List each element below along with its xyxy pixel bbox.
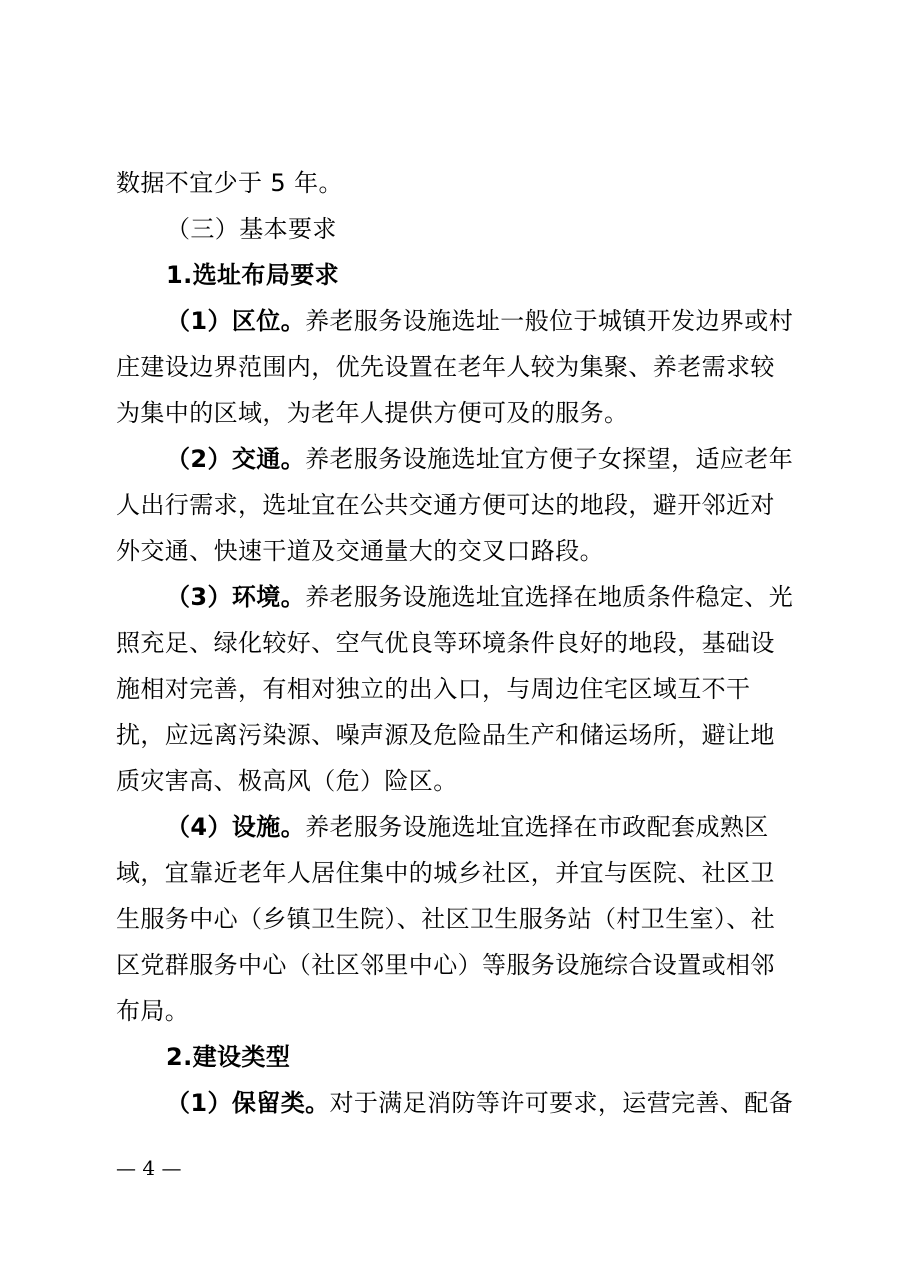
text-segment: 人出行需求，选址宜在公共交通方便可达的地段，避开邻近对 bbox=[116, 491, 775, 519]
text-segment: 养老服务设施选址宜选择在地质条件稳定、光 bbox=[305, 583, 794, 611]
text-segment: 养老服务设施选址宜选择在市政配套成熟区 bbox=[305, 813, 769, 841]
paragraph-line bbox=[166, 812, 769, 842]
paragraph-line bbox=[166, 444, 793, 474]
text-segment: 施相对完善，有相对独立的出入口，与周边住宅区域互不干 bbox=[116, 675, 751, 703]
text-segment: 生服务中心（乡镇卫生院）、社区卫生服务站（村卫生室）、社 bbox=[116, 905, 776, 933]
text-segment: 照充足、绿化较好、空气优良等环境条件良好的地段，基础设 bbox=[116, 629, 775, 657]
paragraph-line bbox=[116, 904, 775, 934]
text-segment: 庄建设边界范围内，优先设置在老年人较为集聚、养老需求较 bbox=[116, 353, 775, 381]
paragraph-line bbox=[116, 674, 750, 704]
paragraph-line bbox=[116, 858, 775, 888]
paragraph-line bbox=[166, 582, 793, 612]
text-segment: 对于满足消防等许可要求，运营完善、配备 bbox=[329, 1089, 794, 1117]
bold-segment: 2.建设类型 bbox=[166, 1043, 291, 1071]
section-heading bbox=[166, 214, 337, 244]
bold-segment: （1）保留类。 bbox=[166, 1089, 330, 1117]
bold-segment: （1）区位。 bbox=[166, 307, 306, 335]
paragraph-line bbox=[116, 720, 775, 750]
text-segment: 外交通、快速干道及交通量大的交叉口路段。 bbox=[116, 537, 604, 565]
paragraph-line bbox=[166, 306, 793, 336]
text-segment: 质灾害高、极高风（危）险区。 bbox=[116, 767, 458, 795]
text-segment: 区党群服务中心（社区邻里中心）等服务设施综合设置或相邻 bbox=[116, 951, 775, 979]
text-segment: 为集中的区域，为老年人提供方便可及的服务。 bbox=[116, 399, 629, 427]
text-segment: 养老服务设施选址一般位于城镇开发边界或村 bbox=[305, 307, 794, 335]
text-segment: 数据不宜少于 5 年。 bbox=[116, 169, 343, 197]
bold-segment: （4）设施。 bbox=[166, 813, 306, 841]
text-segment: 扰，应远离污染源、噪声源及危险品生产和储运场所，避让地 bbox=[116, 721, 775, 749]
paragraph-line bbox=[116, 536, 604, 566]
paragraph-line bbox=[116, 996, 189, 1026]
page-number: — 4 — bbox=[116, 1156, 182, 1180]
paragraph-line bbox=[116, 398, 628, 428]
paragraph-line bbox=[116, 628, 775, 658]
text-segment: 域，宜靠近老年人居住集中的城乡社区，并宜与医院、社区卫 bbox=[116, 859, 775, 887]
paragraph-line bbox=[166, 1088, 793, 1118]
paragraph-line bbox=[116, 766, 458, 796]
text-segment: 养老服务设施选址宜方便子女探望，适应老年 bbox=[305, 445, 794, 473]
text-line bbox=[116, 168, 343, 198]
bold-segment: 1.选址布局要求 bbox=[166, 261, 340, 289]
paragraph-line bbox=[116, 950, 775, 980]
text-segment: （三）基本要求 bbox=[166, 215, 337, 243]
subsection-heading bbox=[166, 260, 339, 290]
paragraph-line bbox=[116, 490, 775, 520]
bold-segment: （2）交通。 bbox=[166, 445, 306, 473]
subsection-heading bbox=[166, 1042, 290, 1072]
text-segment: 布局。 bbox=[116, 997, 190, 1025]
bold-segment: （3）环境。 bbox=[166, 583, 306, 611]
paragraph-line bbox=[116, 352, 775, 382]
